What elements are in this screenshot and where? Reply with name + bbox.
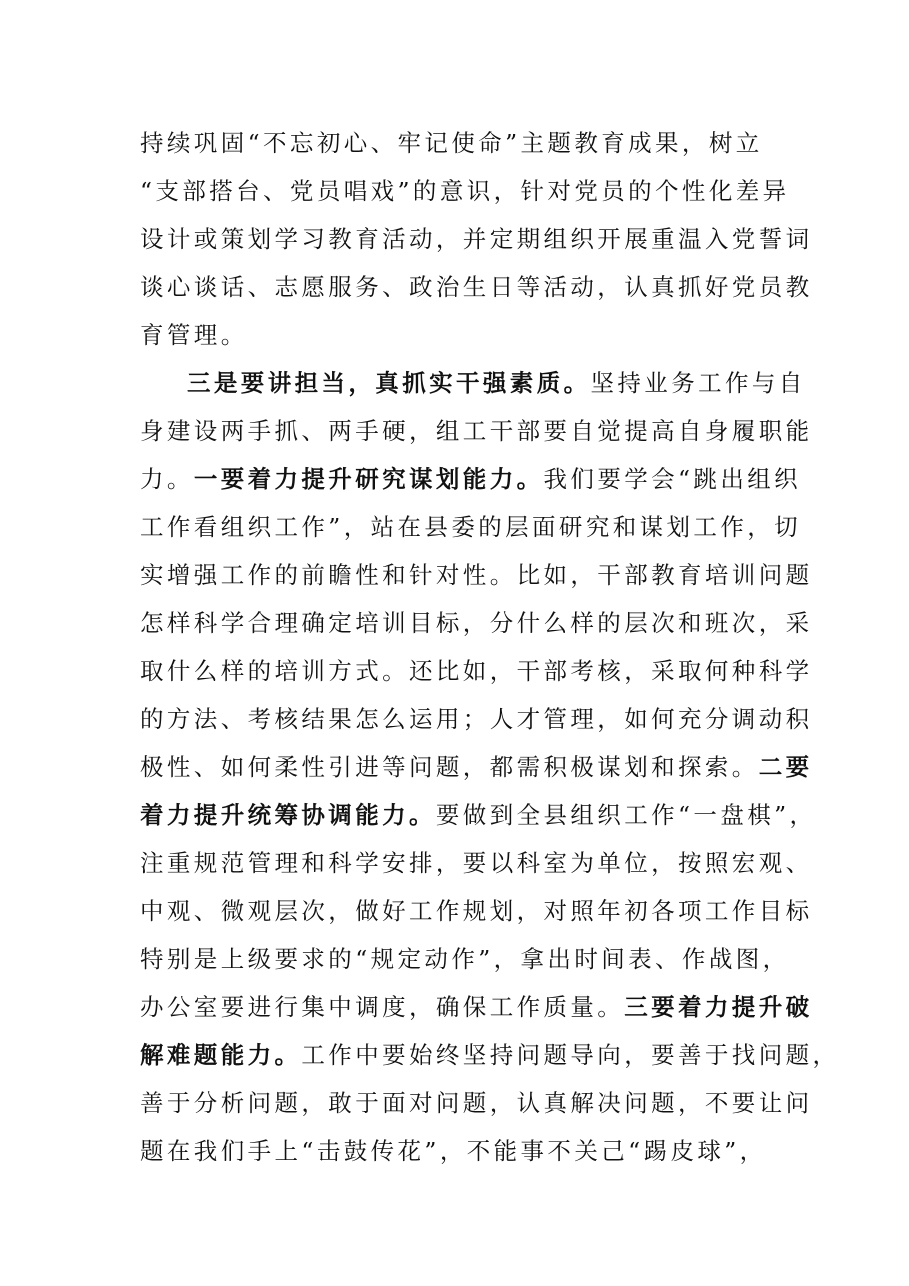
bold-point-2-start: 二要 <box>758 753 813 781</box>
bold-point-3-start: 三要着力提升破 <box>624 993 813 1021</box>
text-run: 我们要学会“跳出组织 <box>543 465 802 493</box>
text-line: 怎样科学合理确定培训目标，分什么样的层次和班次，采 <box>140 609 813 637</box>
text-line: 育管理。 <box>140 321 248 349</box>
text-run: 办公室要进行集中调度，确保工作质量。 <box>140 993 625 1021</box>
text-line: 注重规范管理和科学安排，要以科室为单位，按照宏观、 <box>140 849 813 877</box>
text-line: 中观、微观层次，做好工作规划，对照年初各项工作目标 <box>140 897 813 925</box>
text-line: 身建设两手抓、两手硬，组工干部要自觉提高自身履职能 <box>140 417 813 445</box>
text-run: 坚持业务工作与自 <box>590 369 806 397</box>
text-line <box>140 1031 840 1079</box>
text-line: 实增强工作的前瞻性和针对性。比如，干部教育培训问题 <box>140 561 813 589</box>
text-line: 题在我们手上“击鼓传花”，不能事不关己“踢皮球”， <box>140 1137 767 1165</box>
text-line <box>140 791 817 839</box>
text-line: 特别是上级要求的“规定动作”，拿出时间表、作战图， <box>140 945 790 973</box>
text-line: 设计或策划学习教育活动，并定期组织开展重温入党誓词 <box>140 225 813 253</box>
text-run: 要做到全县组织工作“一盘棋”， <box>435 801 817 829</box>
text-line: 工作看组织工作”，站在县委的层面研究和谋划工作，切 <box>140 513 802 541</box>
bold-point-1: 一要着力提升研究谋划能力。 <box>193 465 544 493</box>
text-line: 的方法、考核结果怎么运用；人才管理，如何充分调动积 <box>140 705 813 733</box>
text-line: 善于分析问题，敢于面对问题，认真解决问题，不要让问 <box>140 1089 813 1117</box>
text-run: 工作中要始终坚持问题导向，要善于找问题， <box>301 1041 840 1069</box>
paragraph-first-line <box>187 359 847 407</box>
text-line <box>140 983 813 1031</box>
text-run: 极性、如何柔性引进等问题，都需积极谋划和探索。 <box>140 753 759 781</box>
text-line: 谈心谈话、志愿服务、政治生日等活动，认真抓好党员教 <box>140 273 813 301</box>
text-line <box>140 455 800 503</box>
bold-point-2-end: 着力提升统筹协调能力。 <box>140 801 436 829</box>
text-line <box>140 743 813 791</box>
text-line: 持续巩固“不忘初心、牢记使命”主题教育成果，树立 <box>140 129 763 157</box>
bold-point-3-end: 解难题能力。 <box>140 1041 302 1069</box>
text-line: 取什么样的培训方式。还比如，干部考核，采取何种科学 <box>140 657 813 685</box>
text-run: 力。 <box>140 465 194 493</box>
text-line: “支部搭台、党员唱戏”的意识，针对党员的个性化差异 <box>140 177 790 205</box>
section-heading: 三是要讲担当，真抓实干强素质。 <box>187 369 591 397</box>
